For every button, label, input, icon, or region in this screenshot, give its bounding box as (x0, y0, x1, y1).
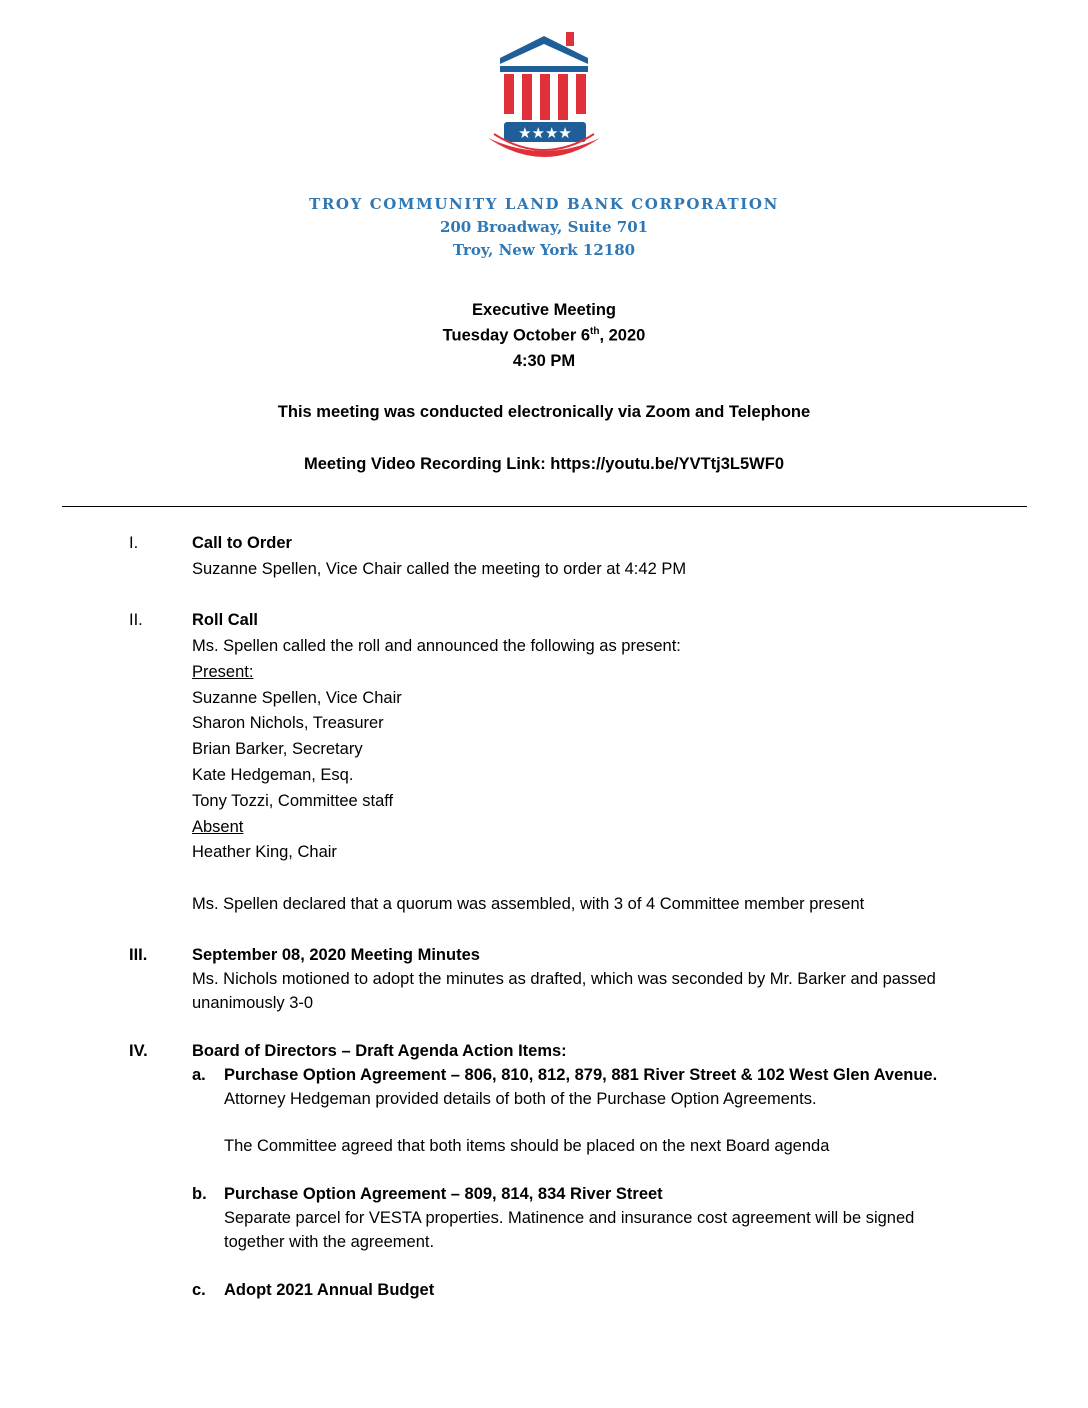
attendee: Sharon Nichols, Treasurer (192, 714, 384, 732)
section-title-call-to-order: Call to Order (192, 534, 292, 552)
minutes-text: Ms. Nichols motioned to adopt the minutes as drafted, which was seconded by Mr. Barker and passed (192, 970, 936, 988)
attendee: Suzanne Spellen, Vice Chair (192, 689, 402, 707)
section-title-roll-call: Roll Call (192, 611, 259, 629)
item-title-c: Adopt 2021 Annual Budget (224, 1281, 435, 1299)
organization-name: TROY COMMUNITY LAND BANK CORPORATION (309, 195, 779, 213)
item-label: c. (192, 1281, 206, 1299)
logo-column (540, 74, 550, 120)
divider (62, 506, 1027, 507)
item-a-text: Attorney Hedgeman provided details of both of the Purchase Option Agreements. (224, 1090, 817, 1108)
section-number: IV. (129, 1042, 148, 1060)
meeting-time: 4:30 PM (512, 352, 576, 370)
attendee: Tony Tozzi, Committee staff (192, 792, 394, 810)
item-label: b. (192, 1185, 207, 1203)
absent-label: Absent (192, 818, 244, 836)
roll-call-intro: Ms. Spellen called the roll and announced the following as present: (192, 637, 681, 655)
quorum-statement: Ms. Spellen declared that a quorum was assembled, with 3 of 4 Committee member present (192, 895, 865, 913)
address-line-1: 200 Broadway, Suite 701 (439, 218, 649, 236)
present-label: Present: (192, 663, 254, 681)
item-title-a: Purchase Option Agreement – 806, 810, 812, 879, 881 River Street & 102 West Glen Avenue. (224, 1066, 938, 1084)
recording-link[interactable]: Meeting Video Recording Link: https://youtu.be/YVTtj3L5WF0 (303, 455, 785, 473)
attendee: Kate Hedgeman, Esq. (192, 766, 354, 784)
item-a-text: The Committee agreed that both items should be placed on the next Board agenda (224, 1137, 830, 1155)
meeting-date: Tuesday October 6th, 2020 (442, 326, 646, 345)
section-number: II. (129, 611, 143, 629)
conducted-note: This meeting was conducted electronically via Zoom and Telephone (277, 403, 811, 421)
address-line-2: Troy, New York 12180 (452, 241, 636, 259)
section-title-minutes: September 08, 2020 Meeting Minutes (192, 946, 480, 964)
logo-column (504, 74, 514, 114)
item-title-b: Purchase Option Agreement – 809, 814, 834 River Street (224, 1185, 663, 1203)
land-bank-logo (486, 30, 602, 166)
logo-column (558, 74, 568, 120)
attendee: Brian Barker, Secretary (192, 740, 363, 758)
section-number: III. (129, 946, 148, 964)
item-b-text: Separate parcel for VESTA properties. Matinence and insurance cost agreement will be signed (224, 1209, 915, 1227)
logo-column (522, 74, 532, 120)
logo-stars: ★★★★ (518, 124, 572, 142)
item-label: a. (192, 1066, 206, 1084)
call-to-order-text: Suzanne Spellen, Vice Chair called the meeting to order at 4:42 PM (192, 560, 687, 578)
logo-chimney (566, 32, 574, 46)
section-title-board-agenda: Board of Directors – Draft Agenda Action Items: (192, 1042, 567, 1060)
logo-roof (500, 36, 588, 64)
minutes-text: unanimously 3-0 (192, 994, 314, 1012)
logo-beam (500, 66, 588, 72)
section-number: I. (129, 534, 139, 552)
absentee: Heather King, Chair (192, 843, 337, 861)
logo-column (576, 74, 586, 114)
meeting-title: Executive Meeting (472, 301, 616, 319)
item-b-text: together with the agreement. (224, 1233, 435, 1251)
